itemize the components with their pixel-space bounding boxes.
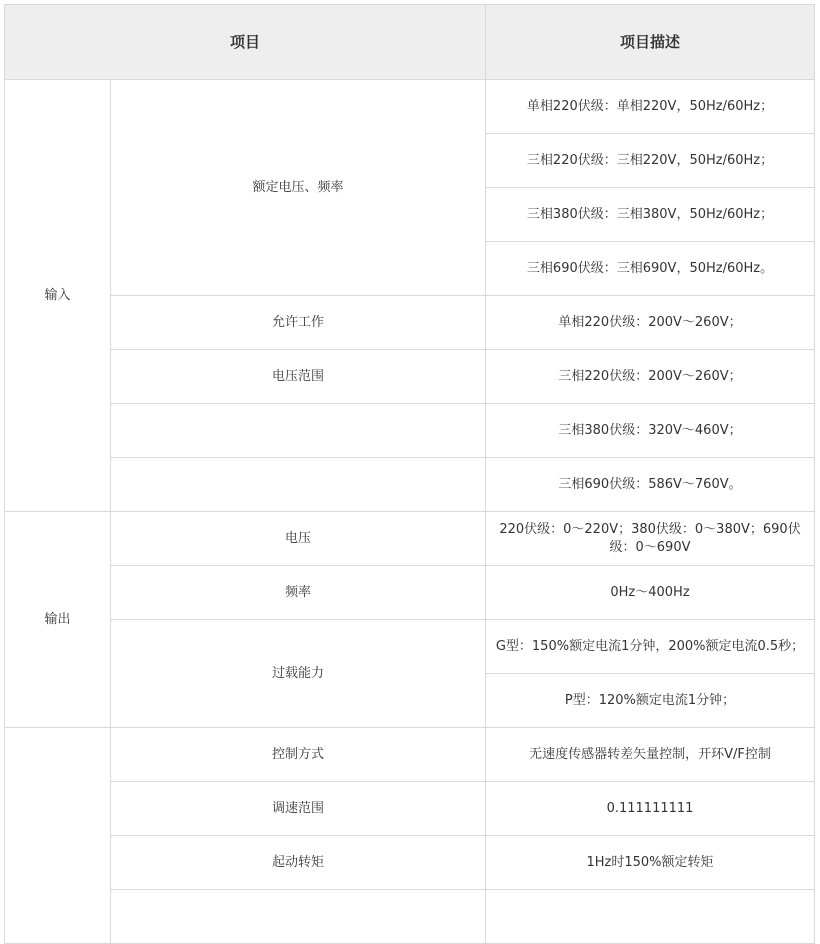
table-row [5,296,815,350]
speed-range-value: 0.111111111 [486,782,815,836]
spec-table [4,4,815,944]
header-row [5,5,815,80]
category-input: 输入 [5,80,111,512]
control-method-label: 控制方式 [111,728,486,782]
table-row [5,404,815,458]
allowed-value: 单相220伏级：200V～260V； [486,296,815,350]
output-frequency-label: 频率 [111,566,486,620]
empty-cell [111,404,486,458]
control-method-value: 无速度传感器转差矢量控制，开环V/F控制 [486,728,815,782]
allowed-value: 三相380伏级：320V～460V； [486,404,815,458]
overload-value: G型：150%额定电流1分钟，200%额定电流0.5秒； [486,620,815,674]
table-row [5,458,815,512]
table-row [5,782,815,836]
allowed-label-1: 允许工作 [111,296,486,350]
table-row [5,836,815,890]
table-row [5,566,815,620]
empty-cell [486,890,815,944]
output-frequency-value: 0Hz～400Hz [486,566,815,620]
output-voltage-value: 220伏级：0～220V；380伏级：0～380V；690伏级：0～690V [486,512,815,566]
overload-value: P型：120%额定电流1分钟； [486,674,815,728]
table-row [5,728,815,782]
table-row [5,512,815,566]
empty-cell [111,458,486,512]
rated-value: 单相220伏级：单相220V，50Hz/60Hz； [486,80,815,134]
starting-torque-value: 1Hz时150%额定转矩 [486,836,815,890]
allowed-label-2: 电压范围 [111,350,486,404]
rated-voltage-label: 额定电压、频率 [111,80,486,296]
header-description: 项目描述 [486,5,815,80]
table-row [5,350,815,404]
starting-torque-label: 起动转矩 [111,836,486,890]
allowed-value: 三相220伏级：200V～260V； [486,350,815,404]
empty-cell [111,890,486,944]
table-row [5,80,815,134]
header-item: 项目 [5,5,486,80]
rated-value: 三相690伏级：三相690V，50Hz/60Hz。 [486,242,815,296]
table-row [5,620,815,674]
output-voltage-label: 电压 [111,512,486,566]
rated-value: 三相380伏级：三相380V，50Hz/60Hz； [486,188,815,242]
speed-range-label: 调速范围 [111,782,486,836]
rated-value: 三相220伏级：三相220V，50Hz/60Hz； [486,134,815,188]
category-output: 输出 [5,512,111,728]
table-row [5,890,815,944]
overload-label: 过载能力 [111,620,486,728]
category-control [5,728,111,944]
allowed-value: 三相690伏级：586V～760V。 [486,458,815,512]
